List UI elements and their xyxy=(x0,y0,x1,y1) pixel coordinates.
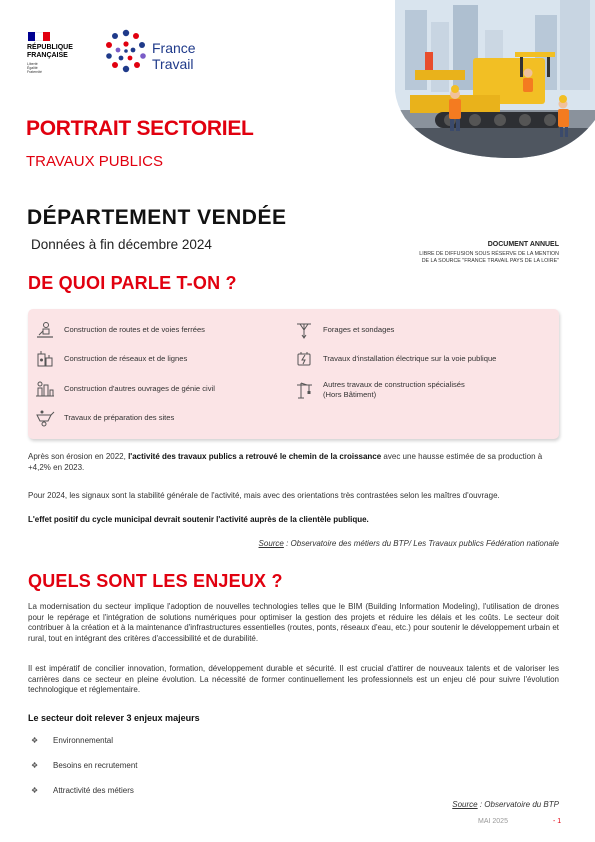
challenge-item xyxy=(31,736,113,745)
activity-item xyxy=(34,350,187,368)
paragraph-activity xyxy=(28,452,559,473)
activity-label: Forages et sondages xyxy=(323,325,395,335)
source-note-1 xyxy=(28,539,559,550)
motto-line3: Fraternité xyxy=(27,70,42,75)
paragraph-modernisation: La modernisation du secteur implique l'adoption de nouvelles technologies telles que le BIM (Building Information Modeling), l'utilisation de drones pour le repérage et l'intégration de solutions numériques pour optimiser la gestion des projets et réduire les délais et les coûts. Le secteur doit contribuer à la création et à la maintenance d'infrastructures essentielles (routes, ponts, réseaux d'eau, etc.) pour soutenir le développement urbain et rural, tout en intégrant des critères d'accessibilité et de durabilité. xyxy=(28,602,559,643)
source-text: : Observatoire du BTP xyxy=(477,800,559,809)
document-type: DOCUMENT ANNUEL xyxy=(487,241,559,248)
paragraph-imperatives: Il est impératif de concilier innovation, formation, développement durable et sécurité. Il est crucial d'attirer de nouveaux talents et de valoriser les carrières dans ce secteur en pleine évolution. La nécessité de former continuellement les professionnels est un enjeu clé pour suivre l'évolution technologique et réglementaire. xyxy=(28,664,559,694)
paragraph-bold: L'effet positif du cycle municipal devrait soutenir l'activité auprès de la clientèle publique. xyxy=(28,515,369,524)
challenge-item xyxy=(31,761,138,770)
challenge-item xyxy=(31,786,134,795)
section-heading-challenges: QUELS SONT LES ENJEUX ? xyxy=(28,571,283,591)
drilling-icon xyxy=(293,321,315,339)
civil-works-icon xyxy=(34,380,56,398)
data-date: Données à fin décembre 2024 xyxy=(31,237,212,252)
paragraph-bold: l'activité des travaux publics a retrouvé le chemin de la croissance xyxy=(128,452,382,461)
road-paver-illustration xyxy=(395,0,595,158)
page-title: PORTRAIT SECTORIEL xyxy=(26,117,254,140)
republique-motto xyxy=(27,62,42,75)
source-note-2 xyxy=(28,800,559,811)
activity-item xyxy=(34,321,205,339)
activity-label: Construction de réseaux et de lignes xyxy=(64,354,188,364)
paragraph-municipal xyxy=(28,515,559,526)
activity-label-sub: (Hors Bâtiment) xyxy=(323,389,377,399)
diamond-bullet-icon: ❖ xyxy=(31,736,39,745)
france-travail-logo xyxy=(152,40,196,72)
source-label: Source xyxy=(258,539,284,548)
activity-item xyxy=(293,321,394,339)
challenge-label: Environnemental xyxy=(53,736,114,745)
diamond-bullet-icon: ❖ xyxy=(31,761,39,770)
republique-francaise-logo xyxy=(27,44,73,60)
french-flag-icon xyxy=(28,32,50,41)
footer-date: MAI 2025 xyxy=(478,818,508,825)
electric-icon xyxy=(293,350,315,368)
france-travail-line2: Travail xyxy=(152,56,194,72)
document-mention xyxy=(360,251,559,265)
activity-item xyxy=(34,380,215,398)
page-subtitle: TRAVAUX PUBLICS xyxy=(26,153,163,170)
challenge-label: Besoins en recrutement xyxy=(53,761,138,770)
republique-line1: RÉPUBLIQUE xyxy=(27,44,73,51)
paragraph-text: avec une hausse estimée de sa production à +4,2% en 2023. xyxy=(28,452,543,472)
motto-line2: Égalité xyxy=(27,66,38,71)
france-travail-logo-icon xyxy=(103,28,149,74)
document-mention-line2: DE LA SOURCE "FRANCE TRAVAIL PAYS DE LA LOIRE" xyxy=(421,258,559,264)
page-number: - 1 xyxy=(553,818,562,825)
activity-label: Construction de routes et de voies ferrées xyxy=(64,325,205,335)
activity-item xyxy=(34,409,174,427)
section-heading-what: DE QUOI PARLE T-ON ? xyxy=(28,273,237,293)
diamond-bullet-icon: ❖ xyxy=(31,786,39,795)
wheelbarrow-icon xyxy=(34,409,56,427)
crane-icon xyxy=(293,381,315,399)
source-text: : Observatoire des métiers du BTP/ Les Travaux publics Fédération nationale xyxy=(283,539,559,548)
activity-label-multiline xyxy=(323,380,465,399)
network-icon xyxy=(34,350,56,368)
challenge-label: Attractivité des métiers xyxy=(53,786,134,795)
activity-label: Construction d'autres ouvrages de génie civil xyxy=(64,384,215,394)
activity-label: Autres travaux de construction spécialisés xyxy=(323,380,465,389)
challenges-title: Le secteur doit relever 3 enjeux majeurs xyxy=(28,713,200,723)
document-mention-line1: LIBRE DE DIFFUSION SOUS RÉSERVE DE LA MENTION xyxy=(419,251,559,257)
republique-line2: FRANÇAISE xyxy=(27,52,68,59)
france-travail-line1: France xyxy=(152,40,196,56)
activity-label: Travaux de préparation des sites xyxy=(64,413,175,423)
road-worker-icon xyxy=(34,321,56,339)
paragraph-text: Après son érosion en 2022, xyxy=(28,452,129,461)
activities-box xyxy=(28,309,559,439)
activity-item xyxy=(293,350,496,368)
department-title: DÉPARTEMENT VENDÉE xyxy=(27,206,287,229)
paragraph-outlook: Pour 2024, les signaux sont la stabilité générale de l'activité, mais avec des orientations très contrastées selon les maîtres d'ouvrage. xyxy=(28,491,500,500)
motto-line1: Liberté xyxy=(27,62,38,66)
source-label: Source xyxy=(452,800,478,809)
activity-label: Travaux d'installation électrique sur la voie publique xyxy=(323,354,497,364)
activity-item xyxy=(293,380,465,399)
